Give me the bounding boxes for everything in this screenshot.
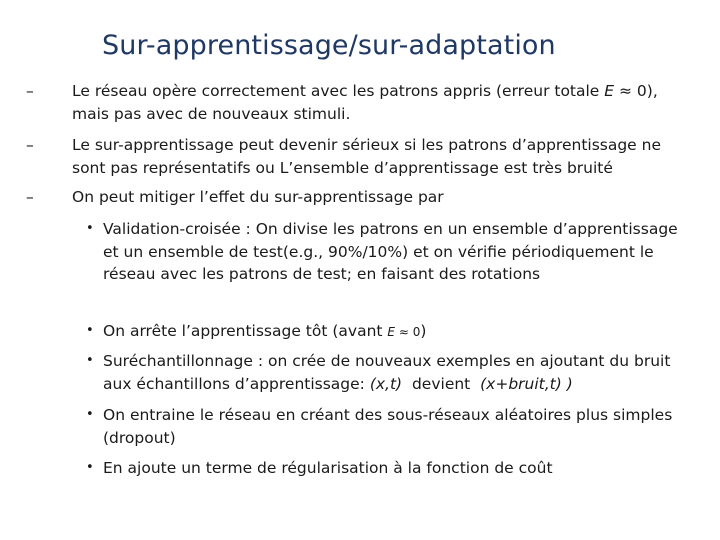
sub-bullet-text: Suréchantillonnage : on crée de nouveaux exemples en ajoutant du bruit aux échantillons d’apprentissage: (x,t) devient (x+bruit,t) )	[103, 352, 671, 393]
bullet-marker: •	[86, 460, 94, 475]
bullet-item-1	[26, 80, 686, 125]
sub-bullet-item-5	[86, 457, 686, 480]
sub-bullet-text: En ajoute un terme de régularisation à la fonction de coût	[103, 459, 553, 477]
bullet-text: On peut mitiger l’effet du sur-apprentissage par	[72, 188, 444, 206]
bullet-marker: •	[86, 221, 94, 236]
bullet-item-2	[26, 134, 686, 179]
bullet-marker: •	[86, 353, 94, 368]
math-variable: E	[387, 325, 395, 339]
bullet-text: Le réseau opère correctement avec les patrons appris (erreur totale E ≈ 0), mais pas avec de nouveaux stimuli.	[72, 82, 658, 123]
sub-bullet-text: On arrête l’apprentissage tôt (avant E ≈ 0)	[103, 322, 427, 340]
sub-bullet-text: On entraine le réseau en créant des sous-réseaux aléatoires plus simples (dropout)	[103, 406, 673, 447]
dash-marker: –	[26, 82, 34, 100]
sub-bullet-item-4	[86, 404, 686, 449]
math-expression: (x,t)	[369, 374, 403, 393]
math-variable: E	[604, 82, 615, 100]
bullet-marker: •	[86, 407, 94, 422]
dash-marker: –	[26, 188, 34, 206]
bullet-marker: •	[86, 323, 94, 338]
bullet-text: Le sur-apprentissage peut devenir sérieux si les patrons d’apprentissage ne sont pas représentatifs ou L’ensemble d’apprentissage est très bruité	[72, 136, 662, 177]
sub-bullet-text: Validation-croisée : On divise les patrons en un ensemble d’apprentissage et un ensemble de test(e.g., 90%/10%) et on vérifie périodiquement le réseau avec les patrons de test; en faisant des rotations	[103, 220, 678, 283]
math-expression: (x+bruit,t) )	[480, 374, 573, 393]
sub-bullet-item-2	[86, 320, 686, 344]
bullet-item-3	[26, 186, 686, 209]
sub-bullet-item-1	[86, 218, 686, 286]
sub-bullet-item-3	[86, 350, 686, 395]
slide-title: Sur-apprentissage/sur-adaptation	[102, 30, 556, 61]
dash-marker: –	[26, 136, 34, 154]
